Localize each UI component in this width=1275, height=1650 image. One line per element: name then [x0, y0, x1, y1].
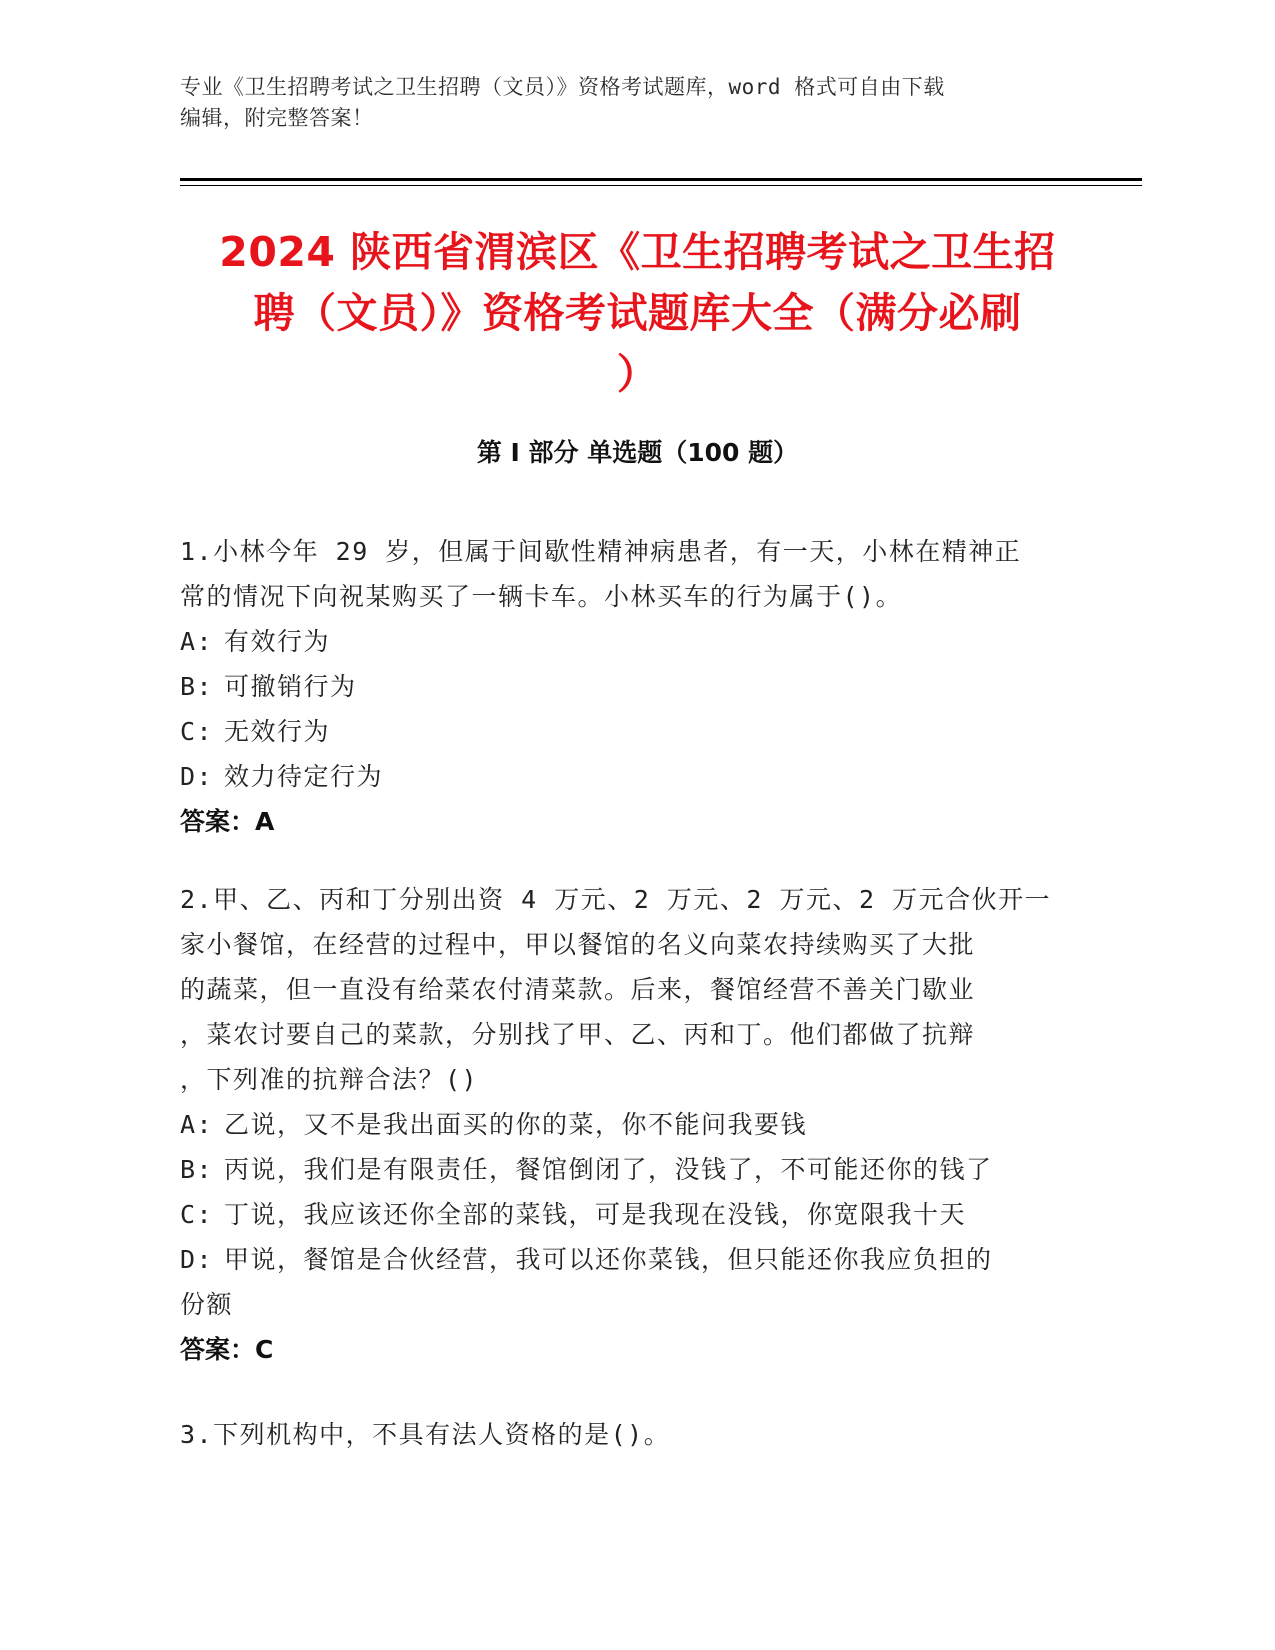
section-heading: 第 I 部分 单选题（100 题）: [476, 438, 799, 467]
option-letter: C:: [180, 1200, 214, 1229]
option-a: [180, 1102, 1060, 1147]
option-a: [180, 619, 1060, 664]
option-text: 有效行为: [224, 627, 331, 656]
option-letter: B:: [180, 1155, 214, 1184]
option-text: 无效行为: [224, 717, 331, 746]
option-b: [180, 1147, 1060, 1192]
title-line: 聘（文员）》资格考试题库大全（满分必刷: [253, 289, 1022, 337]
question-stem-line: 常的情况下向祝某购买了一辆卡车。小林买车的行为属于()。: [180, 582, 903, 611]
option-c: [180, 1192, 1060, 1237]
option-text: 可撤销行为: [224, 672, 357, 701]
option-d: [180, 754, 1060, 799]
answer-line: 答案：C: [180, 1335, 274, 1364]
title-line: ）: [616, 350, 659, 398]
question-stem-line: ，菜农讨要自己的菜款，分别找了甲、乙、丙和丁。他们都做了抗辩: [180, 1020, 976, 1049]
header-note: [180, 72, 1060, 134]
option-text: 丁说，我应该还你全部的菜钱，可是我现在没钱，你宽限我十天: [224, 1200, 967, 1229]
option-continuation: 份额: [180, 1290, 234, 1319]
option-letter: D:: [180, 762, 214, 791]
header-rule-thin: [180, 185, 1142, 186]
question-stem-line: 1.小林今年 29 岁，但属于间歇性精神病患者，有一天，小林在精神正: [180, 537, 1022, 566]
question-stem-line: 3.下列机构中，不具有法人资格的是()。: [180, 1420, 671, 1449]
header-rule-thick: [180, 178, 1142, 181]
option-letter: D:: [180, 1245, 214, 1274]
question-stem-line: 家小餐馆，在经营的过程中，甲以餐馆的名义向菜农持续购买了大批: [180, 930, 976, 959]
option-text: 效力待定行为: [224, 762, 384, 791]
option-text: 丙说，我们是有限责任，餐馆倒闭了，没钱了，不可能还你的钱了: [224, 1155, 993, 1184]
question-3: [180, 1412, 1060, 1457]
option-c: [180, 709, 1060, 754]
header-note-line: 编辑，附完整答案！: [180, 106, 374, 130]
option-text: 甲说，餐馆是合伙经营，我可以还你菜钱，但只能还你我应负担的: [224, 1245, 993, 1274]
header-note-line: 专业《卫生招聘考试之卫生招聘（文员）》资格考试题库，word 格式可自由下载: [180, 75, 945, 99]
option-letter: C:: [180, 717, 214, 746]
option-text: 乙说，又不是我出面买的你的菜，你不能问我要钱: [224, 1110, 808, 1139]
answer-line: 答案：A: [180, 807, 275, 836]
option-d: [180, 1237, 1060, 1282]
option-letter: B:: [180, 672, 214, 701]
question-stem-line: 的蔬菜，但一直没有给菜农付清菜款。后来，餐馆经营不善关门歇业: [180, 975, 976, 1004]
option-letter: A:: [180, 627, 214, 656]
question-stem-line: ，下列准的抗辩合法？(): [180, 1065, 479, 1094]
document-title: [180, 222, 1095, 405]
option-b: [180, 664, 1060, 709]
question-2: [180, 877, 1060, 1372]
question-stem-line: 2.甲、乙、丙和丁分别出资 4 万元、2 万元、2 万元、2 万元合伙开一: [180, 885, 1052, 914]
option-letter: A:: [180, 1110, 214, 1139]
question-1: [180, 529, 1060, 844]
title-line: 2024 陕西省渭滨区《卫生招聘考试之卫生招: [219, 228, 1056, 276]
